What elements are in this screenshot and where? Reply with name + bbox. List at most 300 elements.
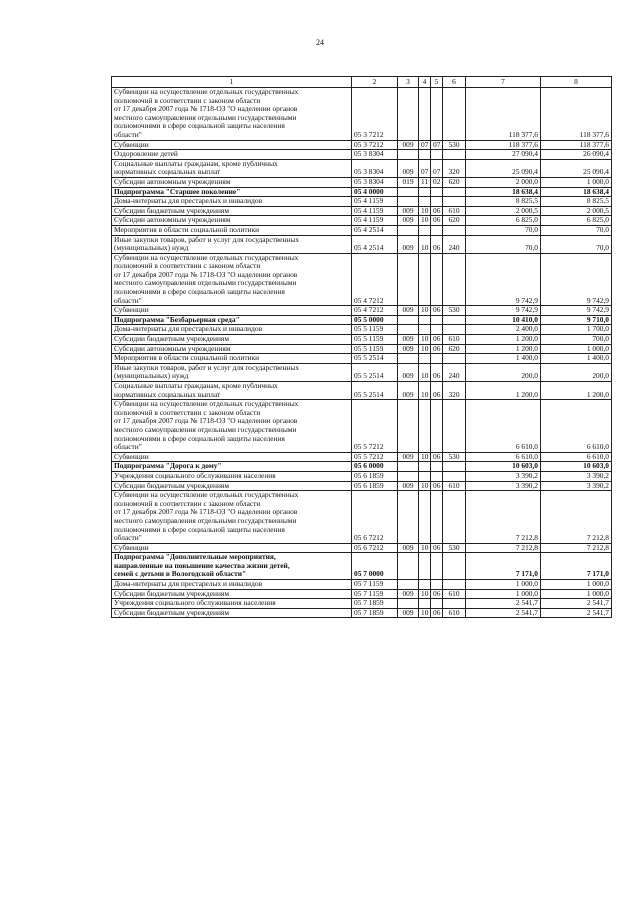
cell-name-line: области" bbox=[114, 533, 142, 543]
cell-expense-type bbox=[443, 88, 466, 141]
cell-name-line: области" bbox=[114, 442, 142, 452]
cell-department-code: 009 bbox=[398, 481, 419, 491]
cell-target-code: 05 3 7212 bbox=[352, 140, 398, 150]
cell-name bbox=[112, 580, 352, 590]
cell-amount-year1: 1 200,0 bbox=[466, 335, 541, 345]
cell-amount-year1: 2 541,7 bbox=[466, 608, 541, 618]
table-row bbox=[112, 589, 612, 599]
cell-name bbox=[112, 216, 352, 226]
cell-name-line: Мероприятия в области социальной политики bbox=[114, 225, 260, 234]
cell-name bbox=[112, 471, 352, 481]
cell-target-code: 05 7 0000 bbox=[352, 553, 398, 580]
cell-name bbox=[112, 315, 352, 325]
cell-amount-year1: 7 212,8 bbox=[466, 491, 541, 544]
cell-name bbox=[112, 543, 352, 553]
cell-target-code: 05 6 1859 bbox=[352, 481, 398, 491]
cell-target-code: 05 6 7212 bbox=[352, 543, 398, 553]
cell-name bbox=[112, 225, 352, 235]
cell-target-code: 05 7 1859 bbox=[352, 608, 398, 618]
table-row bbox=[112, 216, 612, 226]
cell-amount-year2: 6 825,0 bbox=[541, 216, 612, 226]
cell-expense-type: 320 bbox=[443, 382, 466, 400]
cell-department-code: 019 bbox=[398, 177, 419, 187]
cell-target-code: 05 3 8304 bbox=[352, 177, 398, 187]
cell-target-code: 05 4 7212 bbox=[352, 306, 398, 316]
cell-target-code: 05 3 7212 bbox=[352, 88, 398, 141]
table-header-row bbox=[112, 77, 612, 88]
cell-name-line: Субсидии бюджетным учреждениям bbox=[114, 608, 230, 617]
cell-name-line: нормативных социальных выплат bbox=[114, 167, 221, 177]
cell-expense-type bbox=[443, 599, 466, 609]
column-header: 7 bbox=[466, 77, 541, 88]
cell-expense-type: 620 bbox=[443, 216, 466, 226]
cell-section-code: 10 bbox=[419, 235, 431, 253]
cell-expense-type: 530 bbox=[443, 543, 466, 553]
cell-name bbox=[112, 553, 352, 580]
cell-subsection-code: 06 bbox=[431, 306, 443, 316]
cell-subsection-code: 02 bbox=[431, 177, 443, 187]
cell-expense-type bbox=[443, 225, 466, 235]
cell-name bbox=[112, 235, 352, 253]
cell-subsection-code bbox=[431, 325, 443, 335]
cell-target-code: 05 6 7212 bbox=[352, 491, 398, 544]
cell-expense-type bbox=[443, 253, 466, 306]
cell-name-line: Субвенции на осуществление отдельных государственных bbox=[114, 399, 299, 409]
cell-department-code bbox=[398, 253, 419, 306]
cell-amount-year2: 25 090,4 bbox=[541, 159, 612, 177]
cell-department-code bbox=[398, 580, 419, 590]
cell-department-code bbox=[398, 197, 419, 207]
cell-subsection-code bbox=[431, 225, 443, 235]
cell-section-code bbox=[419, 197, 431, 207]
cell-name-line: (муниципальных) нужд bbox=[114, 243, 189, 253]
cell-department-code: 009 bbox=[398, 335, 419, 345]
cell-expense-type bbox=[443, 400, 466, 453]
cell-subsection-code bbox=[431, 197, 443, 207]
cell-name bbox=[112, 159, 352, 177]
cell-subsection-code: 07 bbox=[431, 140, 443, 150]
cell-amount-year2: 1 700,0 bbox=[541, 325, 612, 335]
column-header: 2 bbox=[352, 77, 398, 88]
cell-amount-year1: 9 742,9 bbox=[466, 306, 541, 316]
cell-amount-year2: 700,0 bbox=[541, 335, 612, 345]
table-row bbox=[112, 553, 612, 580]
table-row bbox=[112, 177, 612, 187]
cell-subsection-code bbox=[431, 354, 443, 364]
cell-target-code: 05 4 7212 bbox=[352, 253, 398, 306]
cell-subsection-code: 06 bbox=[431, 216, 443, 226]
cell-name bbox=[112, 335, 352, 345]
cell-subsection-code bbox=[431, 400, 443, 453]
cell-name-line: Подпрограмма "Дорога к дому" bbox=[114, 461, 222, 471]
cell-name-line: местного самоуправления отдельными государственными bbox=[114, 515, 297, 525]
cell-amount-year1: 2 000,5 bbox=[466, 206, 541, 216]
table-row bbox=[112, 187, 612, 197]
cell-amount-year2: 1 000,0 bbox=[541, 177, 612, 187]
cell-name-line: Субвенции на осуществление отдельных государственных bbox=[114, 490, 299, 500]
cell-amount-year2: 3 390,2 bbox=[541, 471, 612, 481]
cell-department-code bbox=[398, 599, 419, 609]
cell-subsection-code: 06 bbox=[431, 363, 443, 381]
cell-amount-year2: 6 610,0 bbox=[541, 452, 612, 462]
cell-expense-type: 610 bbox=[443, 608, 466, 618]
cell-subsection-code: 06 bbox=[431, 206, 443, 216]
cell-name-line: от 17 декабря 2007 года № 1718-ОЗ "О наделении органов bbox=[114, 507, 298, 517]
cell-department-code bbox=[398, 400, 419, 453]
table-row bbox=[112, 335, 612, 345]
cell-section-code: 07 bbox=[419, 140, 431, 150]
cell-amount-year1: 1 000,0 bbox=[466, 580, 541, 590]
cell-name bbox=[112, 325, 352, 335]
cell-amount-year1: 3 390,2 bbox=[466, 481, 541, 491]
cell-name bbox=[112, 452, 352, 462]
cell-amount-year2: 3 390,2 bbox=[541, 481, 612, 491]
cell-name bbox=[112, 197, 352, 207]
cell-section-code: 10 bbox=[419, 206, 431, 216]
cell-name-line: Субвенции на осуществление отдельных государственных bbox=[114, 87, 299, 96]
cell-department-code: 009 bbox=[398, 140, 419, 150]
table-row bbox=[112, 491, 612, 544]
cell-amount-year2: 1 000,0 bbox=[541, 580, 612, 590]
cell-target-code: 05 5 7212 bbox=[352, 400, 398, 453]
cell-expense-type bbox=[443, 325, 466, 335]
cell-amount-year2: 1 400,0 bbox=[541, 354, 612, 364]
table-row bbox=[112, 325, 612, 335]
cell-name bbox=[112, 589, 352, 599]
table-row bbox=[112, 150, 612, 160]
cell-target-code: 05 5 7212 bbox=[352, 452, 398, 462]
cell-department-code: 009 bbox=[398, 344, 419, 354]
cell-section-code: 10 bbox=[419, 306, 431, 316]
cell-expense-type: 320 bbox=[443, 159, 466, 177]
cell-name-line: полномочиями в сфере социальной защиты населения bbox=[114, 121, 285, 131]
cell-name bbox=[112, 354, 352, 364]
cell-expense-type: 240 bbox=[443, 235, 466, 253]
table-row bbox=[112, 608, 612, 618]
cell-name-line: местного самоуправления отдельными государственными bbox=[114, 278, 297, 288]
cell-name-line: области" bbox=[114, 295, 142, 305]
cell-amount-year1: 9 742,9 bbox=[466, 253, 541, 306]
cell-section-code bbox=[419, 325, 431, 335]
cell-department-code: 009 bbox=[398, 589, 419, 599]
cell-department-code: 009 bbox=[398, 235, 419, 253]
cell-amount-year1: 2 400,0 bbox=[466, 325, 541, 335]
cell-section-code bbox=[419, 354, 431, 364]
cell-name bbox=[112, 187, 352, 197]
cell-amount-year1: 7 212,8 bbox=[466, 543, 541, 553]
table-body bbox=[112, 77, 612, 618]
table-row bbox=[112, 315, 612, 325]
cell-section-code bbox=[419, 553, 431, 580]
cell-amount-year1: 118 377,6 bbox=[466, 88, 541, 141]
cell-name bbox=[112, 344, 352, 354]
cell-name bbox=[112, 599, 352, 609]
cell-department-code bbox=[398, 553, 419, 580]
cell-department-code bbox=[398, 325, 419, 335]
column-header: 8 bbox=[541, 77, 612, 88]
cell-name-line: Иные закупки товаров, работ и услуг для государственных bbox=[114, 235, 300, 244]
cell-name-line: направленные на повышение качества жизни детей, bbox=[114, 560, 290, 570]
cell-department-code bbox=[398, 315, 419, 325]
cell-section-code: 10 bbox=[419, 382, 431, 400]
cell-subsection-code bbox=[431, 187, 443, 197]
cell-subsection-code bbox=[431, 553, 443, 580]
cell-amount-year2: 9 742,9 bbox=[541, 306, 612, 316]
cell-amount-year2: 70,0 bbox=[541, 235, 612, 253]
table-row bbox=[112, 253, 612, 306]
cell-expense-type: 620 bbox=[443, 344, 466, 354]
cell-name bbox=[112, 88, 352, 141]
cell-section-code bbox=[419, 253, 431, 306]
cell-amount-year2: 6 610,0 bbox=[541, 400, 612, 453]
cell-amount-year2: 10 603,0 bbox=[541, 462, 612, 472]
cell-amount-year1: 10 410,0 bbox=[466, 315, 541, 325]
cell-amount-year2: 7 171,0 bbox=[541, 553, 612, 580]
table-row bbox=[112, 363, 612, 381]
cell-expense-type bbox=[443, 553, 466, 580]
cell-section-code bbox=[419, 491, 431, 544]
cell-subsection-code bbox=[431, 462, 443, 472]
cell-section-code: 10 bbox=[419, 589, 431, 599]
cell-amount-year2: 9 742,9 bbox=[541, 253, 612, 306]
cell-name bbox=[112, 382, 352, 400]
cell-section-code: 10 bbox=[419, 344, 431, 354]
cell-name-line: Субсидии автономным учреждениям bbox=[114, 215, 231, 225]
cell-name-line: Социальные выплаты гражданам, кроме публичных bbox=[114, 381, 278, 390]
cell-amount-year1: 1 200,0 bbox=[466, 382, 541, 400]
table-row bbox=[112, 382, 612, 400]
table-row bbox=[112, 206, 612, 216]
cell-amount-year2: 7 212,8 bbox=[541, 491, 612, 544]
cell-subsection-code bbox=[431, 253, 443, 306]
cell-expense-type bbox=[443, 462, 466, 472]
cell-subsection-code bbox=[431, 491, 443, 544]
cell-amount-year1: 1 000,0 bbox=[466, 589, 541, 599]
cell-subsection-code: 07 bbox=[431, 159, 443, 177]
cell-name bbox=[112, 306, 352, 316]
cell-subsection-code: 06 bbox=[431, 481, 443, 491]
table-row bbox=[112, 306, 612, 316]
table-row bbox=[112, 140, 612, 150]
column-header: 4 bbox=[419, 77, 431, 88]
column-header: 5 bbox=[431, 77, 443, 88]
cell-amount-year2: 70,0 bbox=[541, 225, 612, 235]
cell-amount-year2: 2 541,7 bbox=[541, 599, 612, 609]
cell-subsection-code: 06 bbox=[431, 452, 443, 462]
cell-name-line: полномочий в соответствии с законом области bbox=[114, 261, 261, 271]
cell-department-code bbox=[398, 88, 419, 141]
cell-name-line: Субвенции bbox=[114, 305, 149, 315]
cell-amount-year2: 1 000,0 bbox=[541, 344, 612, 354]
cell-section-code: 10 bbox=[419, 543, 431, 553]
cell-department-code: 009 bbox=[398, 159, 419, 177]
column-header: 6 bbox=[443, 77, 466, 88]
cell-name-line: Дома-интернаты для престарелых и инвалидов bbox=[114, 324, 263, 334]
cell-amount-year1: 6 825,0 bbox=[466, 216, 541, 226]
cell-name-line: Учреждения социального обслуживания населения bbox=[114, 471, 276, 480]
cell-expense-type bbox=[443, 354, 466, 364]
cell-section-code bbox=[419, 462, 431, 472]
cell-name-line: (муниципальных) нужд bbox=[114, 371, 189, 381]
cell-amount-year2: 118 377,6 bbox=[541, 140, 612, 150]
cell-subsection-code: 06 bbox=[431, 608, 443, 618]
cell-department-code bbox=[398, 491, 419, 544]
cell-name-line: Иные закупки товаров, работ и услуг для государственных bbox=[114, 363, 300, 372]
cell-expense-type bbox=[443, 315, 466, 325]
cell-name-line: Учреждения социального обслуживания населения bbox=[114, 598, 276, 608]
cell-target-code: 05 5 0000 bbox=[352, 315, 398, 325]
cell-name-line: Субсидии автономным учреждениям bbox=[114, 344, 231, 353]
cell-name bbox=[112, 177, 352, 187]
table-row bbox=[112, 354, 612, 364]
cell-amount-year2: 118 377,6 bbox=[541, 88, 612, 141]
cell-target-code: 05 4 0000 bbox=[352, 187, 398, 197]
cell-expense-type bbox=[443, 197, 466, 207]
cell-department-code: 009 bbox=[398, 363, 419, 381]
cell-expense-type: 530 bbox=[443, 140, 466, 150]
cell-department-code: 009 bbox=[398, 608, 419, 618]
cell-target-code: 05 7 1159 bbox=[352, 589, 398, 599]
cell-name-line: области" bbox=[114, 129, 142, 139]
cell-name bbox=[112, 206, 352, 216]
cell-amount-year2: 9 710,0 bbox=[541, 315, 612, 325]
cell-amount-year1: 8 825,5 bbox=[466, 197, 541, 207]
cell-amount-year2: 2 000,5 bbox=[541, 206, 612, 216]
cell-name-line: семей с детьми в Вологодской области" bbox=[114, 569, 247, 579]
cell-section-code: 10 bbox=[419, 335, 431, 345]
cell-name-line: полномочиями в сфере социальной защиты населения bbox=[114, 287, 285, 297]
cell-target-code: 05 7 1859 bbox=[352, 599, 398, 609]
cell-section-code: 10 bbox=[419, 452, 431, 462]
cell-subsection-code: 06 bbox=[431, 335, 443, 345]
cell-target-code: 05 3 8304 bbox=[352, 150, 398, 160]
cell-amount-year2: 200,0 bbox=[541, 363, 612, 381]
cell-name-line: нормативных социальных выплат bbox=[114, 389, 221, 399]
cell-amount-year1: 2 541,7 bbox=[466, 599, 541, 609]
cell-expense-type: 610 bbox=[443, 481, 466, 491]
cell-name-line: местного самоуправления отдельными государственными bbox=[114, 424, 297, 434]
cell-name-line: Субсидии бюджетным учреждениям bbox=[114, 481, 230, 490]
table-row bbox=[112, 235, 612, 253]
table-row bbox=[112, 344, 612, 354]
cell-name-line: Подпрограмма "Дополнительные мероприятия, bbox=[114, 552, 276, 562]
cell-name bbox=[112, 608, 352, 618]
cell-amount-year2: 2 541,7 bbox=[541, 608, 612, 618]
table-row bbox=[112, 471, 612, 481]
cell-name-line: Подпрограмма "Безбарьерная среда" bbox=[114, 315, 240, 324]
table-row bbox=[112, 197, 612, 207]
cell-target-code: 05 3 8304 bbox=[352, 159, 398, 177]
cell-department-code: 009 bbox=[398, 216, 419, 226]
cell-subsection-code bbox=[431, 599, 443, 609]
cell-section-code: 11 bbox=[419, 177, 431, 187]
cell-target-code: 05 4 2514 bbox=[352, 225, 398, 235]
cell-amount-year2: 1 200,0 bbox=[541, 382, 612, 400]
cell-expense-type: 530 bbox=[443, 452, 466, 462]
cell-amount-year1: 25 090,4 bbox=[466, 159, 541, 177]
cell-name-line: Субсидии автономным учреждениям bbox=[114, 177, 231, 186]
cell-section-code: 10 bbox=[419, 363, 431, 381]
cell-name-line: полномочий в соответствии с законом области bbox=[114, 498, 261, 508]
cell-section-code bbox=[419, 471, 431, 481]
cell-name-line: от 17 декабря 2007 года № 1718-ОЗ "О наделении органов bbox=[114, 269, 298, 279]
cell-amount-year1: 10 603,0 bbox=[466, 462, 541, 472]
cell-name-line: Субсидии бюджетным учреждениям bbox=[114, 206, 230, 215]
cell-target-code: 05 5 2514 bbox=[352, 363, 398, 381]
cell-name-line: Социальные выплаты гражданам, кроме публичных bbox=[114, 159, 278, 168]
cell-name bbox=[112, 253, 352, 306]
cell-amount-year1: 3 390,2 bbox=[466, 471, 541, 481]
cell-section-code bbox=[419, 225, 431, 235]
cell-expense-type: 610 bbox=[443, 589, 466, 599]
column-header: 3 bbox=[398, 77, 419, 88]
cell-name-line: полномочиями в сфере социальной защиты населения bbox=[114, 524, 285, 534]
cell-amount-year1: 70,0 bbox=[466, 225, 541, 235]
cell-amount-year2: 26 090,4 bbox=[541, 150, 612, 160]
cell-name-line: Дома-интернаты для престарелых и инвалидов bbox=[114, 579, 263, 589]
cell-name-line: местного самоуправления отдельными государственными bbox=[114, 112, 297, 122]
cell-name bbox=[112, 150, 352, 160]
cell-name-line: Субсидии бюджетным учреждениям bbox=[114, 589, 230, 598]
cell-section-code: 10 bbox=[419, 608, 431, 618]
cell-name bbox=[112, 363, 352, 381]
cell-amount-year1: 200,0 bbox=[466, 363, 541, 381]
cell-target-code: 05 4 1159 bbox=[352, 206, 398, 216]
cell-target-code: 05 5 1159 bbox=[352, 325, 398, 335]
cell-subsection-code bbox=[431, 471, 443, 481]
cell-name-line: Субвенции bbox=[114, 452, 149, 461]
table-row bbox=[112, 400, 612, 453]
cell-target-code: 05 5 1159 bbox=[352, 344, 398, 354]
cell-subsection-code: 06 bbox=[431, 589, 443, 599]
cell-expense-type: 530 bbox=[443, 306, 466, 316]
cell-section-code bbox=[419, 599, 431, 609]
cell-name-line: Подпрограмма "Старшее поколение" bbox=[114, 187, 241, 196]
cell-name-line: Субвенции на осуществление отдельных государственных bbox=[114, 253, 299, 262]
table-row bbox=[112, 599, 612, 609]
cell-expense-type bbox=[443, 471, 466, 481]
cell-name bbox=[112, 462, 352, 472]
table-row bbox=[112, 159, 612, 177]
cell-name-line: Субвенции bbox=[114, 543, 149, 552]
cell-expense-type: 610 bbox=[443, 206, 466, 216]
cell-name-line: Субвенции bbox=[114, 140, 149, 149]
cell-department-code bbox=[398, 462, 419, 472]
cell-name bbox=[112, 140, 352, 150]
cell-section-code: 07 bbox=[419, 159, 431, 177]
cell-department-code bbox=[398, 354, 419, 364]
cell-amount-year1: 27 090,4 bbox=[466, 150, 541, 160]
cell-target-code: 05 5 2514 bbox=[352, 354, 398, 364]
cell-expense-type: 610 bbox=[443, 335, 466, 345]
cell-name-line: Дома-интернаты для престарелых и инвалидов bbox=[114, 196, 263, 206]
table-row bbox=[112, 481, 612, 491]
cell-name-line: от 17 декабря 2007 года № 1718-ОЗ "О наделении органов bbox=[114, 416, 298, 426]
cell-amount-year1: 70,0 bbox=[466, 235, 541, 253]
cell-section-code: 10 bbox=[419, 216, 431, 226]
cell-subsection-code bbox=[431, 150, 443, 160]
table-row bbox=[112, 225, 612, 235]
cell-name-line: полномочиями в сфере социальной защиты населения bbox=[114, 433, 285, 443]
cell-department-code bbox=[398, 150, 419, 160]
page-number: 24 bbox=[316, 38, 324, 47]
table-row bbox=[112, 580, 612, 590]
cell-name-line: от 17 декабря 2007 года № 1718-ОЗ "О наделении органов bbox=[114, 104, 298, 114]
cell-amount-year2: 1 000,0 bbox=[541, 589, 612, 599]
cell-expense-type bbox=[443, 187, 466, 197]
table-row bbox=[112, 452, 612, 462]
cell-amount-year1: 7 171,0 bbox=[466, 553, 541, 580]
